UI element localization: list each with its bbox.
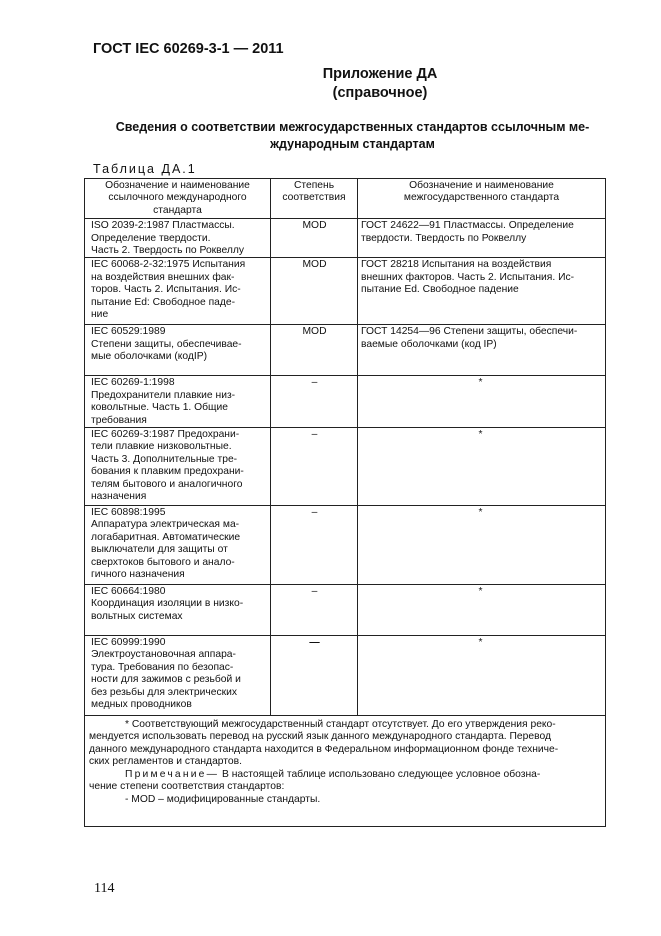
cell-line: пытание Ed: Свободное паде- [91,296,236,308]
section-title-line: ждународным стандартам [270,137,435,151]
cell-line: телям бытового и аналогичного [91,478,243,490]
appendix-subtitle: (справочное) [332,85,428,101]
header-line: Степень [293,180,335,191]
cell-line: Предохранители плавкие низ- [91,389,236,401]
standards-table [84,178,606,827]
cell-line: бования к плавким предохрани- [91,466,244,478]
header-line: стандарта [153,204,202,216]
header-line: Обозначение и наименование [105,180,250,191]
cell-interstate: * [358,376,606,428]
cell-degree: MOD [271,325,358,376]
cell-degree: – [271,506,358,585]
cell-line: IEC 60068-2-32:1975 Испытания [91,259,246,271]
cell-line: IEC 60664:1980 [91,586,166,598]
cell-line: ние [91,309,109,321]
cell-degree: — [271,636,358,716]
cell-line: IEC 60999:1990 [91,637,166,649]
appendix-title: Приложение ДА [322,66,438,82]
cell-line: торов. Часть 2. Испытания. Ис- [91,284,241,296]
footnote-line: * Соответствующий межгосударственный стандарт отсутствует. До его утверждения реко- [125,719,556,731]
table-row [85,636,606,716]
table-footnote-row [85,716,606,827]
cell-line: ности для зажимов с резьбой и [91,674,241,686]
cell-intl [85,325,271,376]
cell-line: IEC 60269-3:1987 Предохрани- [91,429,240,441]
cell-intl [85,585,271,636]
cell-line: медных проводников [91,699,192,711]
table-footnote [85,716,606,827]
table-row [85,219,606,258]
cell-line: сверхтоков бытового и анало- [91,556,235,568]
footnote-line: мендуется использовать перевод на русский язык данного международного стандарта. Перевод [89,731,551,743]
cell-line: гичного назначения [91,569,185,581]
cell-interstate [358,325,606,376]
footnote-line: данного международного стандарта находится в Федеральном информационном фонде техниче- [89,743,559,755]
section-title-line: Сведения о соответствии межгосударственных стандартов ссылочным ме- [115,120,590,134]
cell-line: твердости. Твердость по Роквеллу [361,232,527,244]
note-line [89,769,595,781]
cell-intl [85,376,271,428]
cell-intl [85,219,271,258]
note-line: - MOD – модифицированные стандарты. [125,793,321,805]
table-caption: Таблица ДА.1 [93,162,197,176]
cell-intl [85,258,271,325]
cell-line: без резьбы для электрических [91,686,238,698]
header-line: ссылочного международного [108,192,247,204]
cell-line: Координация изоляции в низко- [91,598,244,610]
table-row [85,376,606,428]
table-header-row [85,179,606,219]
cell-line: назначения [91,491,147,503]
document-header: ГОСТ IEC 60269-3-1 — 2011 [93,41,284,57]
cell-line: IEC 60898:1995 [91,507,166,519]
header-line: Обозначение и наименование [409,180,554,191]
table-row [85,585,606,636]
cell-interstate: * [358,585,606,636]
cell-line: пытание Ed. Свободное падение [361,284,519,296]
cell-interstate: * [358,506,606,585]
cell-line: тура. Требования по безопас- [91,661,234,673]
cell-degree: – [271,428,358,506]
table-row [85,258,606,325]
cell-line: мые оболочками (кодIP) [91,351,208,363]
header-interstate-standard [358,179,606,219]
cell-line: Часть 3. Дополнительные тре- [91,453,238,465]
page-number: 114 [94,881,115,896]
header-degree [271,179,358,219]
cell-intl [85,636,271,716]
cell-line: логабаритная. Автоматические [91,531,241,543]
cell-line: внешних факторов. Часть 2. Испытания. Ис- [361,271,575,283]
table-row [85,506,606,585]
cell-line: Определение твердости. [91,232,211,244]
cell-line: IEC 60529:1989 [91,326,166,338]
cell-line: ГОСТ 14254—96 Степени защиты, обеспечи- [361,326,578,338]
cell-interstate [358,258,606,325]
cell-line: ГОСТ 28218 Испытания на воздействия [361,259,552,271]
cell-intl [85,428,271,506]
footnote-line: ских регламентов и стандартов. [89,756,242,768]
note-label: Примечание— [125,768,220,780]
header-line: межгосударственного стандарта [403,192,560,204]
cell-degree: MOD [271,258,358,325]
cell-interstate: * [358,428,606,506]
table-row [85,428,606,506]
cell-line: Часть 2. Твердость по Роквеллу [91,245,245,257]
cell-interstate: * [358,636,606,716]
cell-line: на воздействия внешних фак- [91,271,235,283]
cell-line: ГОСТ 24622—91 Пластмассы. Определение [361,220,574,232]
header-line: соответствия [282,192,346,204]
cell-line: Аппаратура электрическая ма- [91,519,240,531]
cell-line: Электроустановочная аппара- [91,649,236,661]
cell-line: выключатели для защиты от [91,544,228,556]
cell-line: ковольтные. Часть 1. Общие [91,402,229,414]
cell-line: тели плавкие низковольтные. [91,441,232,453]
note-line: чение степени соответствия стандартов: [89,781,285,793]
cell-line: Степени защиты, обеспечивае- [91,338,242,350]
cell-degree: MOD [271,219,358,258]
cell-intl [85,506,271,585]
cell-degree: – [271,376,358,428]
cell-line: требования [91,414,147,426]
cell-line: IEC 60269-1:1998 [91,377,175,389]
cell-interstate [358,219,606,258]
table-row [85,325,606,376]
cell-line: вольтных системах [91,610,183,622]
cell-line: ваемые оболочками (код IP) [361,338,497,350]
cell-degree: – [271,585,358,636]
header-intl-standard [85,179,271,219]
section-title [90,119,615,153]
cell-line: ISO 2039-2:1987 Пластмассы. [91,220,235,232]
note-text: В настоящей таблице использовано следующее условное обозна- [219,768,541,780]
